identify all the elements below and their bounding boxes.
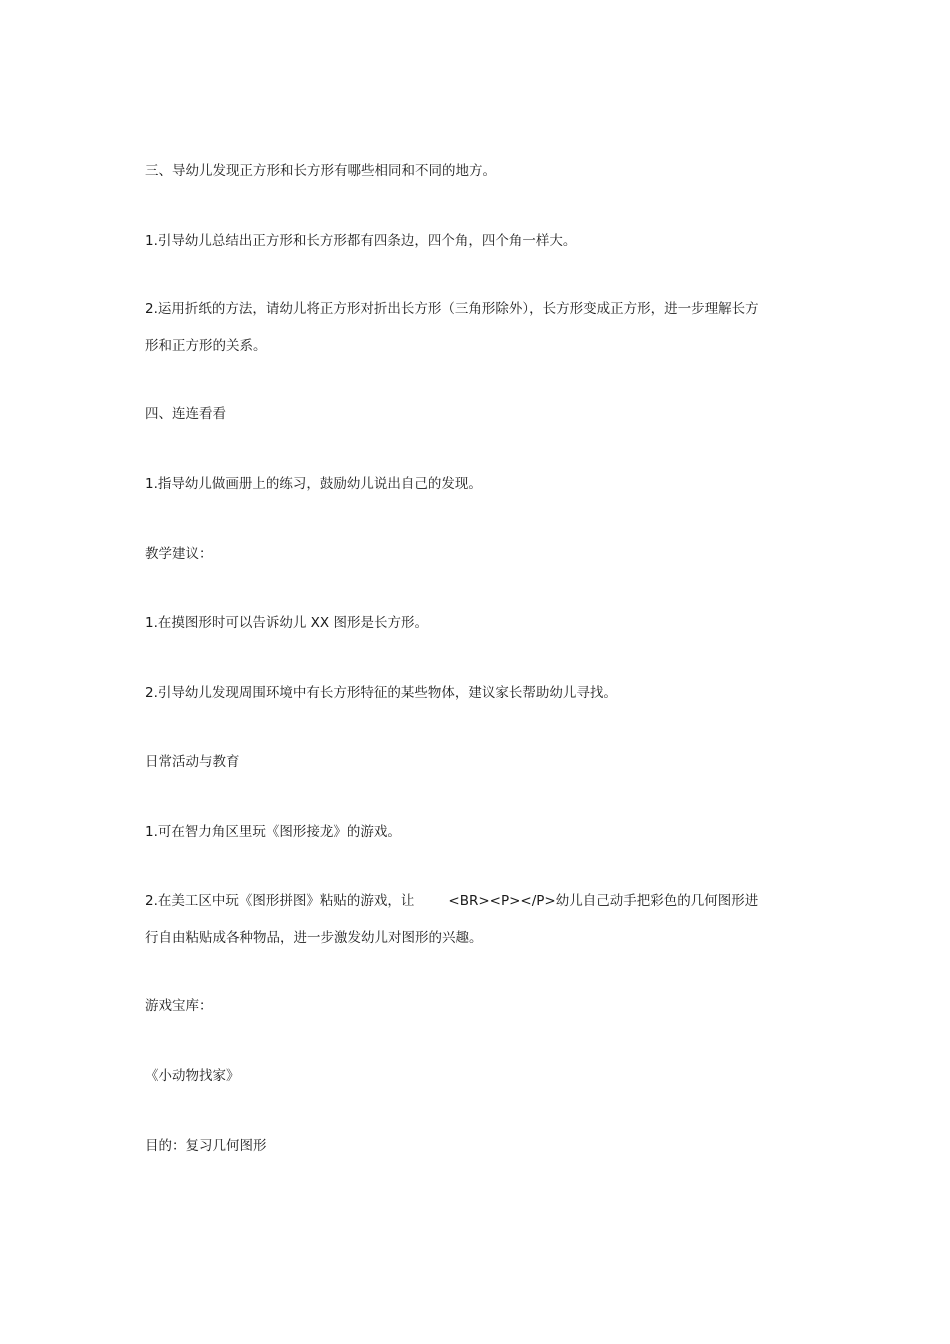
paragraph: 1.引导幼儿总结出正方形和长方形都有四条边，四个角，四个角一样大。 [145, 233, 577, 249]
paragraph: 2.引导幼儿发现周围环境中有长方形特征的某些物体，建议家长帮助幼儿寻找。 [145, 685, 617, 701]
section-heading-4: 四、连连看看 [145, 406, 226, 422]
section-heading-3: 三、导幼儿发现正方形和长方形有哪些相同和不同的地方。 [145, 163, 496, 179]
game-title: 《小动物找家》 [145, 1068, 240, 1084]
paragraph-part: 2.在美工区中玩《图形拼图》粘贴的游戏，让 [145, 893, 415, 909]
paragraph-continuation: 形和正方形的关系。 [145, 338, 267, 354]
paragraph: 1.可在智力角区里玩《图形接龙》的游戏。 [145, 824, 401, 840]
paragraph: 1.指导幼儿做画册上的练习，鼓励幼儿说出自己的发现。 [145, 476, 482, 492]
paragraph: 目的：复习几何图形 [145, 1138, 267, 1154]
subheading-game-library: 游戏宝库： [145, 998, 213, 1014]
subheading-teaching-suggestions: 教学建议： [145, 546, 213, 562]
subheading-daily-activities: 日常活动与教育 [145, 754, 240, 770]
paragraph-continuation: 行自由粘贴成各种物品，进一步激发幼儿对图形的兴趣。 [145, 930, 483, 946]
paragraph: 1.在摸图形时可以告诉幼儿 XX 图形是长方形。 [145, 615, 428, 631]
paragraph [145, 891, 810, 911]
paragraph: 2.运用折纸的方法，请幼儿将正方形对折出长方形（三角形除外），长方形变成正方形，进一步理解长方 [145, 301, 759, 317]
paragraph-part: <BR><P></P>幼儿自己动手把彩色的几何图形进 [448, 893, 759, 909]
